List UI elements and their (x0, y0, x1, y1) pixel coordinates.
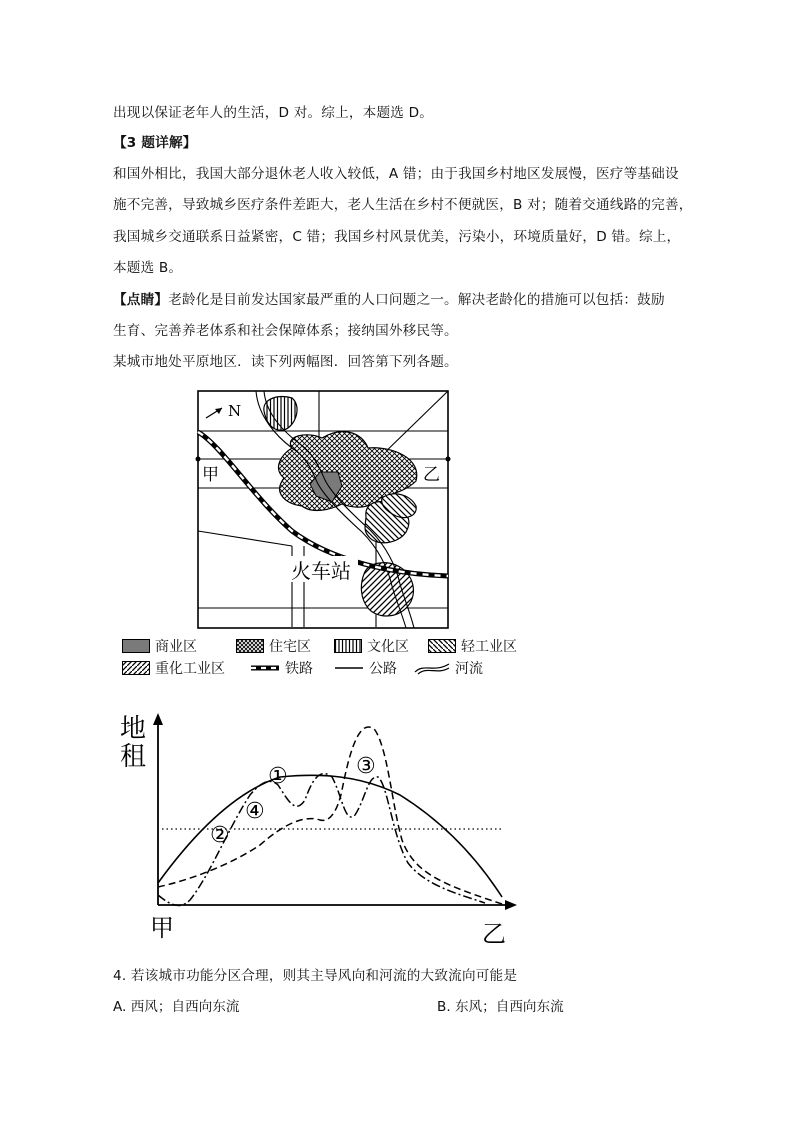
question-stem: 4. 若该城市功能分区合理，则其主导风向和河流的大致流向可能是 (113, 968, 518, 984)
legend-label: 住宅区 (269, 639, 311, 655)
legend-label: 河流 (455, 661, 483, 677)
rent-chart (110, 705, 530, 950)
curve-label-3: ③ (356, 754, 376, 779)
legend-label: 铁路 (285, 661, 313, 677)
curve-label-4: ④ (245, 799, 265, 824)
legend-light-industry (428, 636, 517, 656)
tip-heading: 【点睛】 (113, 292, 169, 308)
east-point-label: 乙 (423, 465, 440, 485)
city-map (192, 386, 452, 632)
legend-label: 商业区 (155, 639, 197, 655)
y-axis-label: 地 (120, 714, 147, 744)
tip-text: 老龄化是目前发达国家最严重的人口问题之一。解决老龄化的措施可以包括：鼓励 (168, 292, 665, 308)
legend-label: 重化工业区 (155, 661, 225, 677)
legend-commercial (122, 636, 197, 656)
section-heading: 【3 题详解】 (113, 135, 197, 151)
curve-label-1: ① (268, 764, 288, 789)
x-start-label: 甲 (150, 914, 174, 942)
legend-label: 轻工业区 (461, 639, 517, 655)
paragraph-line: 生育、完善养老体系和社会保障体系；接纳国外移民等。 (113, 323, 458, 339)
x-end-label: 乙 (482, 920, 506, 948)
paragraph-line: 和国外相比，我国大部分退休老人收入较低，A 错；由于我国乡村地区发展慢，医疗等基础设 (113, 166, 679, 182)
map-legend (122, 636, 542, 678)
legend-railway (250, 658, 313, 678)
y-axis-label: 租 (120, 742, 147, 772)
station-label: 火车站 (291, 559, 351, 583)
legend-residential (236, 636, 311, 656)
curve-label-2: ② (210, 823, 230, 848)
legend-cultural (334, 636, 409, 656)
option-a[interactable]: A. 西风；自西向东流 (113, 999, 240, 1015)
option-b[interactable]: B. 东风；自西向东流 (437, 999, 564, 1015)
legend-label: 文化区 (367, 639, 409, 655)
paragraph-line (113, 290, 665, 310)
legend-highway (334, 658, 397, 678)
legend-river (414, 658, 483, 678)
legend-label: 公路 (369, 661, 397, 677)
legend-heavy-industry (122, 658, 225, 678)
north-label: N (228, 402, 242, 420)
paragraph-line: 我国城乡交通联系日益紧密，C 错；我国乡村风景优美，污染小，环境质量好，D 错。综上， (113, 229, 681, 245)
west-point-label: 甲 (202, 465, 219, 485)
paragraph-line: 施不完善，导致城乡医疗条件差距大，老人生活在乡村不便就医，B 对；随着交通线路的完善， (113, 197, 693, 213)
paragraph-line: 出现以保证老年人的生活，D 对。综上，本题选 D。 (113, 105, 434, 121)
paragraph-line: 本题选 B。 (113, 260, 183, 276)
paragraph-line: 某城市地处平原地区．读下列两幅图．回答第下列各题。 (113, 354, 458, 370)
